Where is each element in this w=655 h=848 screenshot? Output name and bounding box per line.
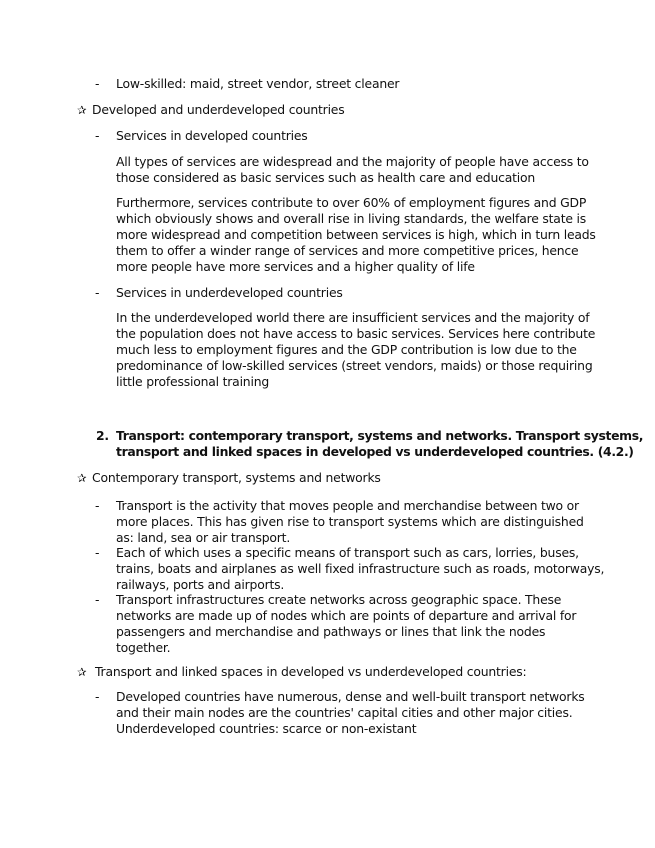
dash-bullet: - bbox=[95, 498, 100, 513]
list-item-line: passengers and merchandise and pathways or lines that link the nodes bbox=[116, 624, 546, 639]
paragraph-line: those considered as basic services such as health care and education bbox=[116, 170, 536, 185]
paragraph-line: little professional training bbox=[116, 374, 270, 389]
dash-bullet: - bbox=[95, 76, 100, 91]
list-item-line: more places. This has given rise to transport systems which are distinguished bbox=[116, 514, 584, 529]
paragraph-line: more people have more services and a higher quality of life bbox=[116, 259, 475, 274]
low-skilled-item: Low-skilled: maid, street vendor, street cleaner bbox=[116, 76, 400, 91]
list-item-line: Underdeveloped countries: scarce or non-existant bbox=[116, 721, 417, 736]
list-item-line: together. bbox=[116, 640, 171, 655]
dash-bullet: - bbox=[95, 285, 100, 300]
star-bullet-icon: ✰ bbox=[77, 103, 87, 117]
section-title-line: Transport: contemporary transport, systems and networks. Transport systems, bbox=[116, 428, 644, 443]
services-underdeveloped-item: Services in underdeveloped countries bbox=[116, 285, 343, 300]
list-item-line: as: land, sea or air transport. bbox=[116, 530, 291, 545]
star-bullet-icon: ✰ bbox=[77, 665, 87, 679]
paragraph-line: predominance of low-skilled services (street vendors, maids) or those requiring bbox=[116, 358, 593, 373]
paragraph-line: which obviously shows and overall rise in living standards, the welfare state is bbox=[116, 211, 587, 226]
list-item-line: and their main nodes are the countries' capital cities and other major cities. bbox=[116, 705, 573, 720]
list-item-line: Transport is the activity that moves people and merchandise between two or bbox=[116, 498, 579, 513]
star-bullet-icon: ✰ bbox=[77, 471, 87, 485]
services-developed-item: Services in developed countries bbox=[116, 128, 308, 143]
paragraph-line: them to offer a winder range of services and more competitive prices, hence bbox=[116, 243, 579, 258]
list-item-line: Each of which uses a specific means of transport such as cars, lorries, buses, bbox=[116, 545, 579, 560]
paragraph-line: the population does not have access to basic services. Services here contribute bbox=[116, 326, 596, 341]
section-number: 2. bbox=[96, 428, 109, 443]
list-item-line: Developed countries have numerous, dense and well-built transport networks bbox=[116, 689, 585, 704]
paragraph-line: In the underdeveloped world there are insufficient services and the majority of bbox=[116, 310, 590, 325]
dash-bullet: - bbox=[95, 689, 100, 704]
list-item-line: railways, ports and airports. bbox=[116, 577, 285, 592]
list-item-line: Transport infrastructures create networks across geographic space. These bbox=[116, 592, 562, 607]
dash-bullet: - bbox=[95, 592, 100, 607]
developed-underdeveloped-heading: Developed and underdeveloped countries bbox=[92, 102, 345, 117]
dash-bullet: - bbox=[95, 128, 100, 143]
list-item-line: networks are made up of nodes which are points of departure and arrival for bbox=[116, 608, 577, 623]
dash-bullet: - bbox=[95, 545, 100, 560]
paragraph-line: All types of services are widespread and the majority of people have access to bbox=[116, 154, 589, 169]
contemporary-transport-heading: Contemporary transport, systems and networks bbox=[92, 470, 381, 485]
paragraph-line: more widespread and competition between services is high, which in turn leads bbox=[116, 227, 596, 242]
paragraph-line: Furthermore, services contribute to over 60% of employment figures and GDP bbox=[116, 195, 587, 210]
list-item-line: trains, boats and airplanes as well fixed infrastructure such as roads, motorways, bbox=[116, 561, 605, 576]
section-title-line: transport and linked spaces in developed vs underdeveloped countries. (4.2.) bbox=[116, 444, 634, 459]
linked-spaces-heading: Transport and linked spaces in developed vs underdeveloped countries: bbox=[95, 664, 527, 679]
paragraph-line: much less to employment figures and the GDP contribution is low due to the bbox=[116, 342, 577, 357]
